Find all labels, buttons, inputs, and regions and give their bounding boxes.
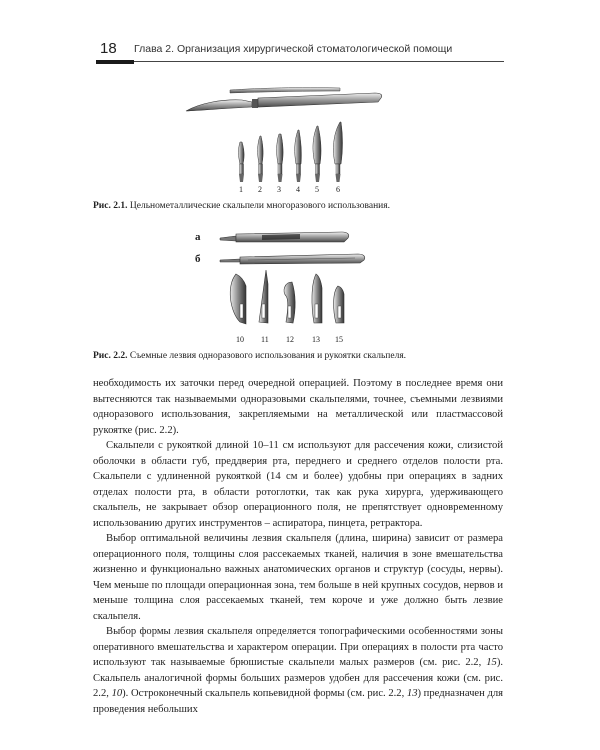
vertical-scalpels <box>239 122 343 182</box>
header-rule-accent <box>96 60 134 64</box>
paragraph-1: необходимость их заточки перед очередной операцией. Поэтому в последнее время они вытесняются так называемыми одноразовыми скальпелями, точнее, съемными лезвиями одноразового использования, закрепляемыми на металлической или пластмассовой рукоятке (рис. 2.2). <box>93 378 503 436</box>
figure-2-2-label: Рис. 2.2. <box>93 351 128 361</box>
scalpel-5 <box>313 126 321 182</box>
figure-ref-15: 15 <box>486 657 497 668</box>
scalpel-number-4: 4 <box>296 185 300 194</box>
header-rule <box>134 61 504 62</box>
running-title: Глава 2. Организация хирургической стоматологической помощи <box>134 43 453 55</box>
handle-label-a: а <box>195 231 201 243</box>
blade-13 <box>312 274 322 323</box>
paragraph-2: Скальпели с рукояткой длиной 10–11 см используют для рассечения кожи, слизистой оболочки в области губ, преддверия рта, переднего и среднего отделов полости рта. Скальпели с удлиненной рукояткой (14 см и более) удобны при операциях в задних отделах полости рта, в области ротоглотки, так как рука хирурга, удерживающего скальпель, не закрывает обзор операционного поля, не препятствует одновременному использованию других инструментов – аспиратора, пинцета, ретрактора. <box>93 440 503 529</box>
body-text <box>93 376 503 717</box>
figure-2-1-caption-text: Цельнометаллические скальпели многоразового использования. <box>127 201 390 211</box>
blade-number-labels <box>236 335 343 344</box>
figure-2-2-caption-text: Съемные лезвия одноразового использования и рукоятки скальпеля. <box>127 351 407 361</box>
paragraph-4 <box>93 624 503 717</box>
paragraph-3: Выбор оптимальной величины лезвия скальпеля (длина, ширина) зависит от размера операционного поля, толщины слоя рассекаемых тканей, наличия в зоне вмешательства жизненно и функционально важных анатомических органов и структур (сосуды, нервы). Чем меньше по площади операционная зона, тем больше в ней крупных сосудов, нервов и меньше толщина слоя рассекаемых тканей, тем короче и уже должно быть лезвие скальпеля. <box>93 533 503 622</box>
scalpel-number-labels <box>239 185 340 194</box>
figure-2-2-caption <box>93 351 406 361</box>
blades <box>230 270 344 324</box>
blade-12 <box>284 282 295 323</box>
scalpel-number-5: 5 <box>315 185 319 194</box>
scalpel-number-1: 1 <box>239 185 243 194</box>
figure-2-1-illustration <box>0 86 600 198</box>
blade-number-15: 15 <box>335 335 343 344</box>
scalpel-2 <box>258 136 263 182</box>
handle-b <box>220 254 365 264</box>
blade-11 <box>259 270 268 323</box>
scalpel-6 <box>333 122 342 182</box>
large-scalpel <box>186 88 382 111</box>
scalpel-number-6: 6 <box>336 185 340 194</box>
scalpel-number-3: 3 <box>277 185 281 194</box>
paragraph-4-part-a: Выбор формы лезвия скальпеля определяется топографическими особенностями зоны оперативного вмешательства и характером операции. При операциях в полости рта часто используют так называемые брюшистые скальпели малых размеров (см. рис. 2.2, <box>93 626 503 668</box>
paragraph-4-part-d: ) предназначен для проведения небольших <box>93 688 504 715</box>
paragraph-4-part-c: ). Остроконечный скальпель копьевидной формы (см. рис. 2.2, <box>122 688 407 699</box>
blade-number-12: 12 <box>286 335 294 344</box>
blade-10 <box>230 274 246 324</box>
scalpel-3 <box>277 134 283 182</box>
scalpel-number-2: 2 <box>258 185 262 194</box>
blade-number-11: 11 <box>261 335 269 344</box>
scalpel-1 <box>239 142 245 182</box>
handle-a <box>220 232 349 242</box>
blade-number-10: 10 <box>236 335 244 344</box>
figure-ref-10: 10 <box>111 688 123 699</box>
handle-label-b: б <box>195 253 201 265</box>
figure-ref-13: 13 <box>406 688 418 699</box>
figure-2-2-illustration <box>0 226 600 348</box>
paragraph-4-part-b: ). Скальпель аналогичной формы больших размеров удобен для рассечения кожи (см. рис. 2.2, <box>93 657 503 699</box>
blade-number-13: 13 <box>312 335 320 344</box>
page-number: 18 <box>100 40 117 57</box>
figure-2-1-label: Рис. 2.1. <box>93 201 128 211</box>
blade-15 <box>334 286 344 323</box>
scalpel-4 <box>295 130 302 182</box>
figure-2-1-caption <box>93 201 390 211</box>
